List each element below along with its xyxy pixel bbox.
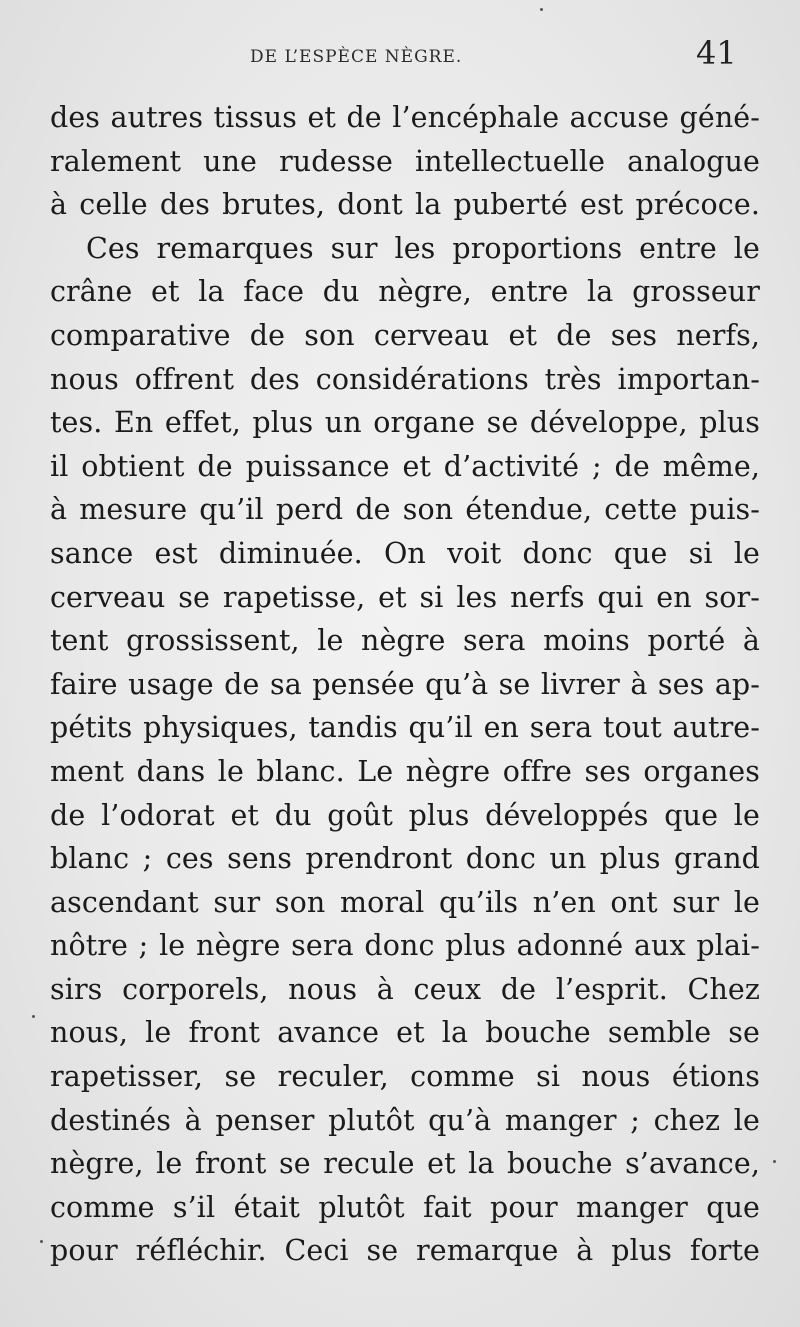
text-line: sirs corporels, nous à ceux de l’esprit. Chez [50,972,760,1006]
text-line: crâne et la face du nègre, entre la grosseur [50,275,760,309]
text-line: nôtre ; le nègre sera donc plus adonné aux plai- [50,929,760,963]
text-line: à mesure qu’il perd de son étendue, cette puis- [50,493,760,527]
paper-speck [540,8,543,11]
text-line: des autres tissus et de l’encéphale accuse géné- [50,101,760,134]
text-line: il obtient de puissance et d’activité ; de même, [50,449,760,483]
text-line: comparative de son cerveau et de ses nerfs, [50,318,760,352]
text-line: ment dans le blanc. Le nègre offre ses organes [50,754,760,788]
paper-speck [32,1015,35,1018]
paragraph-first-line: Ces remarques sur les proportions entre le [86,231,760,265]
text-line: nègre, le front se recule et la bouche s’avance, [50,1147,760,1181]
running-title: DE L’ESPÈCE NÈGRE. [250,47,463,67]
text-line: pétits physiques, tandis qu’il en sera tout autre- [50,711,760,745]
text-line: sance est diminuée. On voit donc que si le [50,536,760,570]
paper-speck [40,1240,43,1243]
text-line: comme s’il était plutôt fait pour manger que [50,1190,760,1224]
text-line: blanc ; ces sens prendront donc un plus grand [50,842,760,876]
body-text [50,96,760,1273]
page-number: 41 [696,34,737,72]
text-line: nous, le front avance et la bouche semble se [50,1016,760,1050]
text-line: pour réfléchir. Ceci se remarque à plus forte [50,1234,760,1268]
text-line: à celle des brutes, dont la puberté est précoce. [50,188,760,222]
text-line: cerveau se rapetisse, et si les nerfs qui en sor- [50,580,760,614]
text-line: rapetisser, se reculer, comme si nous étions [50,1060,760,1094]
text-line: faire usage de sa pensée qu’à se livrer à ses ap- [50,667,760,701]
text-line: ascendant sur son moral qu’ils n’en ont sur le [50,885,760,919]
paper-speck [773,1160,776,1163]
text-line: ralement une rudesse intellectuelle analogue [50,144,760,178]
text-line: tes. En effet, plus un organe se développe, plus [50,406,760,440]
text-line: tent grossissent, le nègre sera moins porté à [50,624,760,658]
text-line: nous offrent des considérations très importan- [50,362,760,396]
text-line: de l’odorat et du goût plus développés que le [50,798,760,832]
text-line: destinés à penser plutôt qu’à manger ; chez le [50,1103,760,1137]
